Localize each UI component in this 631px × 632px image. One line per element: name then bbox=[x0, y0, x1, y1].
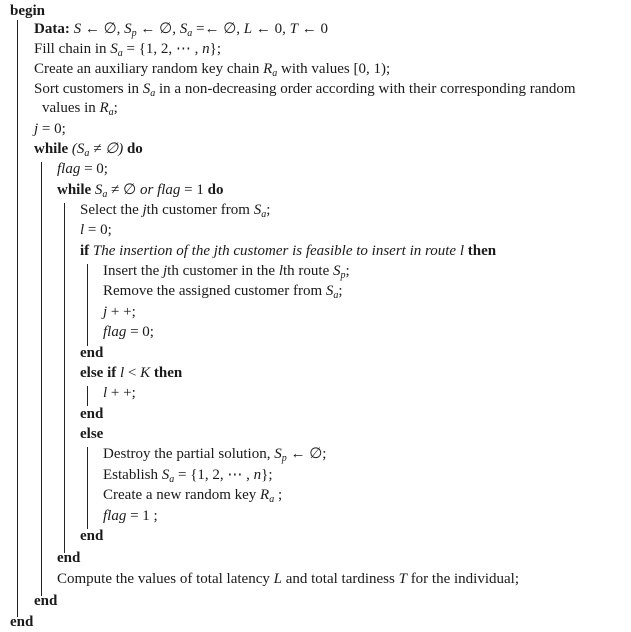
keyword-else-if: else if bbox=[80, 365, 117, 381]
line-sort-continued: values in $R_a$; bbox=[42, 100, 118, 118]
data-init: S ← ∅, $S_p$ ← ∅, $S_a$ =← ∅, L ← 0, T ← 0 bbox=[73, 21, 328, 39]
keyword-end: end bbox=[34, 593, 58, 609]
block-bar-inner-while bbox=[64, 203, 65, 553]
keyword-do: do bbox=[207, 182, 224, 198]
keyword-end: end bbox=[80, 345, 104, 361]
block-bar-elseif bbox=[87, 386, 88, 406]
keyword-while: while bbox=[34, 141, 69, 157]
line-destroy-solution: Destroy the partial solution, $S_p$ ← ∅; bbox=[103, 446, 327, 464]
line-end-else bbox=[80, 527, 103, 545]
line-fill-chain: Fill chain in $S_a = \{1$, 2, ⋯ , n}; bbox=[34, 41, 222, 59]
line-remove-customer: Remove the assigned customer from $S_a$; bbox=[103, 283, 343, 301]
line-end-outer-while bbox=[34, 592, 57, 610]
line-compute-values: Compute the values of total latency L and total tardiness T for the individual; bbox=[57, 571, 519, 587]
line-outer-while: while ($S_a$ ≠ ∅) do bbox=[34, 141, 143, 159]
line-l-init: l = 0; bbox=[80, 222, 112, 238]
if-condition: The insertion of the jth customer is feasible to insert in route l bbox=[92, 243, 465, 259]
keyword-end: end bbox=[57, 550, 81, 566]
line-create-random-key: Create an auxiliary random key chain $R_a$ with values [0, 1); bbox=[34, 61, 391, 79]
line-flag-zero: flag = 0; bbox=[103, 324, 154, 340]
line-l-increment: l + +; bbox=[103, 385, 136, 401]
block-bar-begin bbox=[17, 20, 18, 617]
keyword-end: end bbox=[80, 528, 104, 544]
line-select-customer: Select the jth customer from $S_a$; bbox=[80, 202, 271, 220]
keyword-else: else bbox=[80, 426, 104, 442]
line-end-if bbox=[80, 344, 103, 362]
line-end-elseif bbox=[80, 405, 103, 423]
line-data bbox=[34, 20, 328, 38]
line-end-inner-while bbox=[57, 549, 80, 567]
line-establish-sa: Establish $S_a = \{1$, 2, ⋯ , n}; bbox=[103, 467, 273, 485]
keyword-then: then bbox=[153, 365, 183, 381]
line-create-new-key: Create a new random key $R_a$ ; bbox=[103, 487, 283, 505]
block-bar-outer-while bbox=[41, 162, 42, 596]
line-j-init: j = 0; bbox=[34, 121, 66, 137]
line-flag-one: flag = 1 ; bbox=[103, 508, 158, 524]
line-end-begin bbox=[10, 613, 33, 631]
keyword-do: do bbox=[126, 141, 143, 157]
line-else bbox=[80, 425, 103, 443]
keyword-while: while bbox=[57, 182, 92, 198]
block-bar-if bbox=[87, 264, 88, 346]
line-flag-reset: flag = 0; bbox=[57, 161, 108, 177]
block-bar-else bbox=[87, 447, 88, 529]
line-insert-customer: Insert the jth customer in the lth route $S_p$; bbox=[103, 263, 350, 281]
keyword-begin: begin bbox=[10, 3, 46, 19]
keyword-end: end bbox=[10, 614, 34, 630]
keyword-if: if bbox=[80, 243, 90, 259]
line-j-increment: j + +; bbox=[103, 304, 136, 320]
line-else-if: else if l < K then bbox=[80, 365, 183, 381]
keyword-data: Data: bbox=[34, 21, 70, 37]
line-begin bbox=[10, 2, 45, 20]
keyword-end: end bbox=[80, 406, 104, 422]
line-sort-customers: Sort customers in $S_a$ in a non-decreasing order according with their corresponding random bbox=[34, 81, 576, 99]
line-inner-while: while $S_a$ ≠ ∅ or flag = 1 do bbox=[57, 182, 224, 200]
line-if-feasible bbox=[80, 242, 496, 260]
keyword-then: then bbox=[467, 243, 497, 259]
